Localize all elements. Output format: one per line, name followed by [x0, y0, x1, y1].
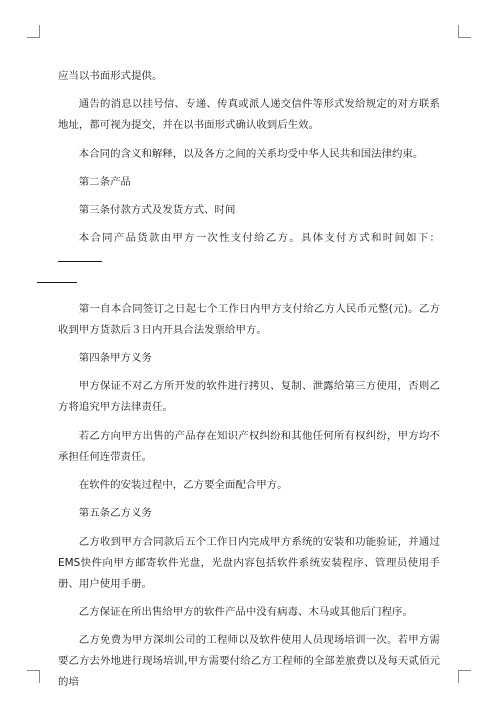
paragraph-text: 第二条产品: [78, 175, 131, 188]
section-heading: [58, 503, 440, 524]
paragraph-text: 第五条乙方义务: [78, 507, 152, 520]
paragraph-text: 第一自本合同签订之日起七个工作日内甲方支付给乙方人民币元整(元)。乙方收到甲方货款后３日内开具合法发票给甲方。: [58, 302, 440, 336]
paragraph-text: 第三条付款方式及发货方式、时间: [78, 204, 236, 217]
paragraph-text: 乙方保证在所出售给甲方的软件产品中没有病毒、木马或其他后门程序。: [78, 605, 413, 618]
paragraph-text: 本合同产品货款由甲方一次性支付给乙方。具体支付方式和时间如下：: [78, 232, 440, 245]
paragraph-text: 在软件的安装过程中，乙方要全面配合甲方。: [78, 478, 288, 491]
section-heading: [58, 172, 440, 193]
paragraph: [58, 299, 440, 341]
paragraph: [58, 602, 440, 623]
paragraph-text: 甲方保证不对乙方所开发的软件进行拷贝、复制、泄露给第三方使用，否则乙方将追究甲方法律责任。: [58, 380, 440, 414]
corner-mark-bottom-right: [458, 670, 471, 683]
section-heading: [58, 200, 440, 221]
paragraph: [58, 94, 440, 136]
section-heading: [58, 348, 440, 369]
paragraph-text: 本合同的含义和解释，以及各方之间的关系均受中华人民共和国法律约束。: [78, 147, 424, 160]
paragraph: [58, 228, 440, 291]
paragraph-text: 第四条甲方义务: [78, 352, 152, 365]
paragraph: [58, 144, 440, 165]
paragraph: [58, 475, 440, 496]
fill-in-blank-continued: [37, 270, 77, 283]
paragraph: [58, 630, 440, 693]
corner-mark-top-left: [27, 25, 40, 38]
corner-mark-bottom-left: [27, 670, 40, 683]
paragraph: [58, 426, 440, 468]
paragraph: [58, 376, 440, 418]
paragraph-text: 若乙方向甲方出售的产品存在知识产权纠纷和其他任何所有权纠纷，甲方均不承担任何连带责任。: [58, 429, 440, 463]
corner-mark-top-right: [458, 25, 471, 38]
paragraph-text: 应当以书面形式提供。: [58, 70, 163, 82]
paragraph-text: 通告的消息以挂号信、专递、传真或派人递交信件等形式发给规定的对方联系地址，都可视为提交，并在以书面形式确认收到后生效。: [58, 98, 440, 132]
paragraph-text: 乙方收到甲方合同款后五个工作日内完成甲方系统的安装和功能验证，并通过EMS快件向甲方邮寄软件光盘，光盘内容包括软件系统安装程序、管理员使用手册、用户使用手册。: [58, 535, 440, 590]
paragraph: [58, 532, 440, 595]
fill-in-blank: [58, 249, 102, 262]
document-body: [58, 66, 440, 700]
paragraph: [58, 66, 440, 87]
paragraph-text: 乙方免费为甲方深圳公司的工程师以及软件使用人员现场培训一次。若甲方需要乙方去外地进行现场培训,甲方需要付给乙方工程师的全部差旅费以及每天贰佰元的培: [58, 634, 440, 689]
